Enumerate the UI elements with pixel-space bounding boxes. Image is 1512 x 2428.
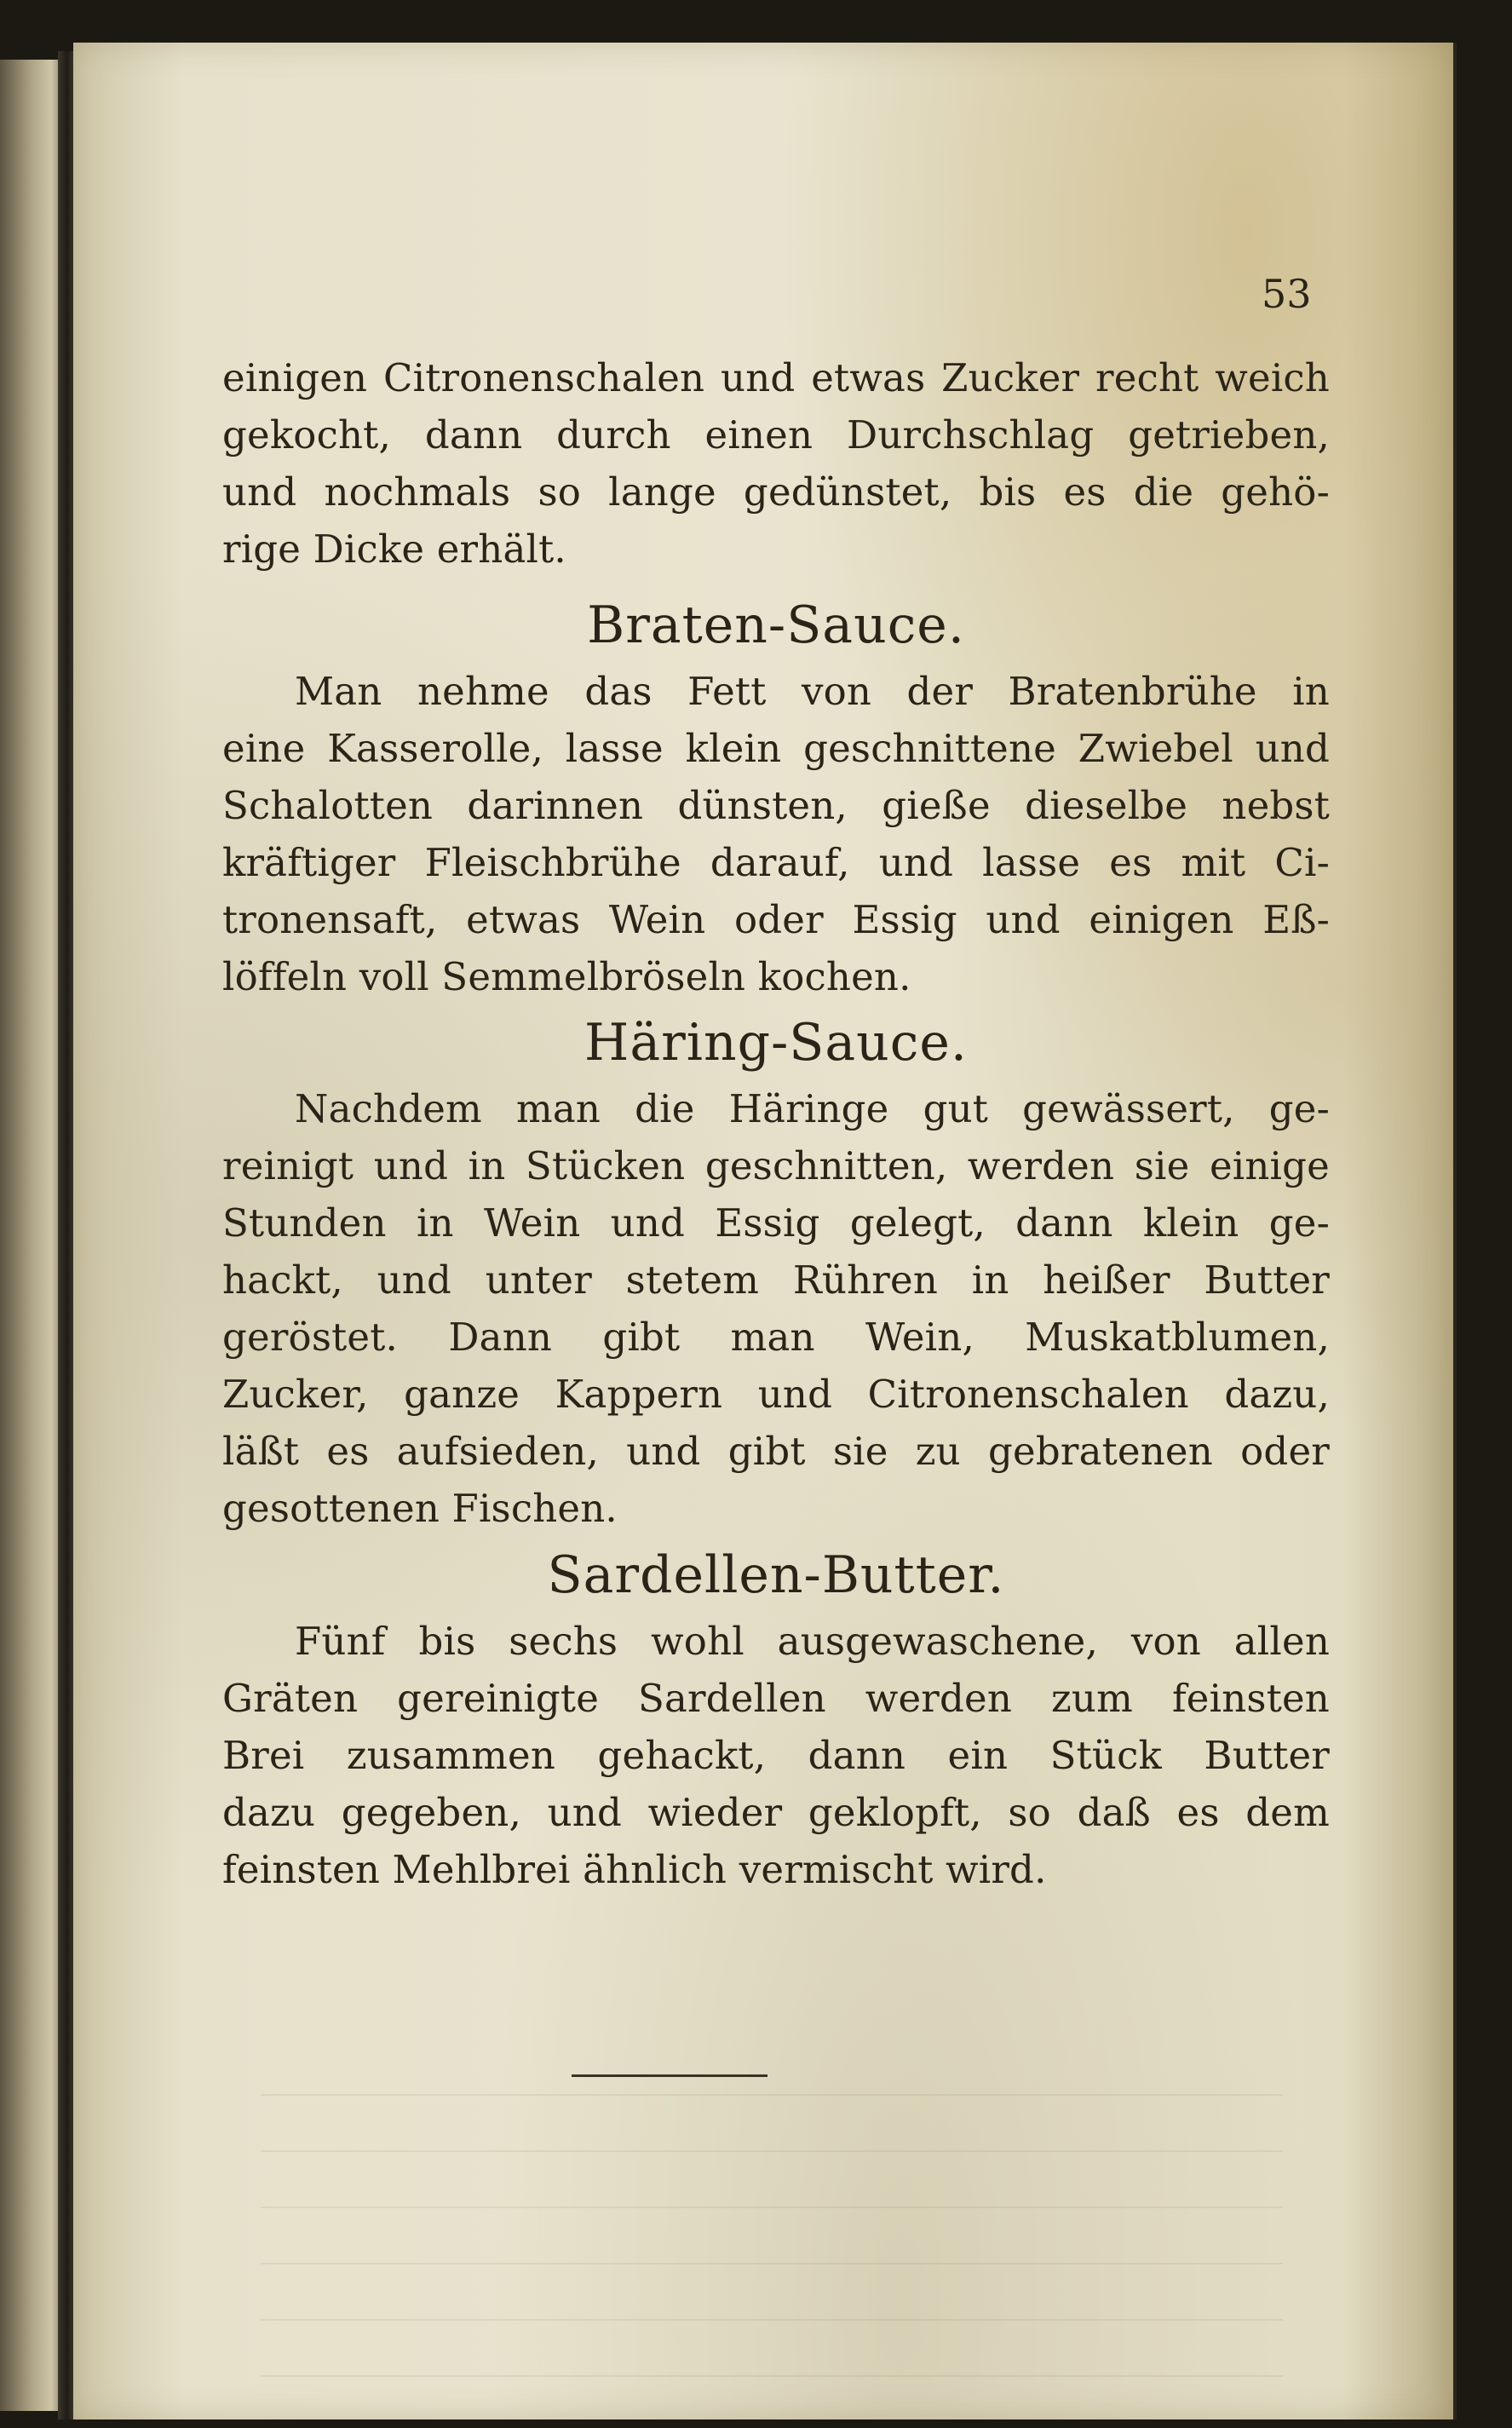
recipe-section-sardellen-butter bbox=[222, 1538, 1330, 1898]
section-heading: Sardellen-Butter. bbox=[547, 1545, 1005, 1605]
text-line: tronensaft, etwas Wein oder Essig und einigen Eß- bbox=[222, 897, 1330, 942]
text-line: Zucker, ganze Kappern und Citronenschalen dazu, bbox=[222, 1372, 1330, 1417]
text-line: feinsten Mehlbrei ähnlich vermischt wird. bbox=[222, 1847, 1047, 1892]
text-line: Brei zusammen gehackt, dann ein Stück Butter bbox=[222, 1733, 1330, 1778]
recipe-section-braten-sauce bbox=[222, 588, 1330, 1005]
text-line: Schalotten darinnen dünsten, gieße dieselbe nebst bbox=[222, 783, 1330, 828]
book-page bbox=[73, 43, 1457, 2419]
recipe-section-haering-sauce bbox=[222, 1005, 1330, 1537]
text-line: Fünf bis sechs wohl ausgewaschene, von allen bbox=[295, 1619, 1330, 1664]
text-line: gekocht, dann durch einen Durchschlag getrieben, bbox=[222, 412, 1330, 457]
show-through-texture bbox=[261, 2070, 1283, 2377]
page-number: 53 bbox=[1262, 271, 1312, 317]
text-line: rige Dicke erhält. bbox=[222, 526, 566, 572]
text-line: kräftiger Fleischbrühe darauf, und lasse es mit Ci- bbox=[222, 840, 1330, 885]
text-line: geröstet. Dann gibt man Wein, Muskatblumen, bbox=[222, 1315, 1330, 1360]
text-line: Gräten gereinigte Sardellen werden zum feinsten bbox=[222, 1676, 1330, 1721]
text-line: reinigt und in Stücken geschnitten, werden sie einige bbox=[222, 1143, 1330, 1188]
text-line: läßt es aufsieden, und gibt sie zu gebratenen oder bbox=[222, 1429, 1330, 1474]
text-line: Stunden in Wein und Essig gelegt, dann klein ge- bbox=[222, 1200, 1330, 1246]
section-heading: Braten-Sauce. bbox=[587, 595, 965, 655]
text-line: einigen Citronenschalen und etwas Zucker recht weich bbox=[222, 355, 1330, 400]
text-line: dazu gegeben, und wieder geklopft, so daß es dem bbox=[222, 1790, 1330, 1835]
text-line: hackt, und unter stetem Rühren in heißer Butter bbox=[222, 1257, 1330, 1303]
text-line: löffeln voll Semmelbröseln kochen. bbox=[222, 954, 911, 999]
text-line: und nochmals so lange gedünstet, bis es die gehö- bbox=[222, 469, 1330, 515]
section-heading: Häring-Sauce. bbox=[584, 1013, 968, 1073]
facing-page-edge bbox=[0, 60, 64, 2411]
text-line: eine Kasserolle, lasse klein geschnittene Zwiebel und bbox=[222, 726, 1330, 771]
text-line: Nachdem man die Häringe gut gewässert, ge- bbox=[295, 1086, 1330, 1131]
text-line: gesottenen Fischen. bbox=[222, 1486, 618, 1531]
text-line: Man nehme das Fett von der Bratenbrühe in bbox=[295, 669, 1330, 714]
intro-paragraph bbox=[222, 349, 1330, 578]
